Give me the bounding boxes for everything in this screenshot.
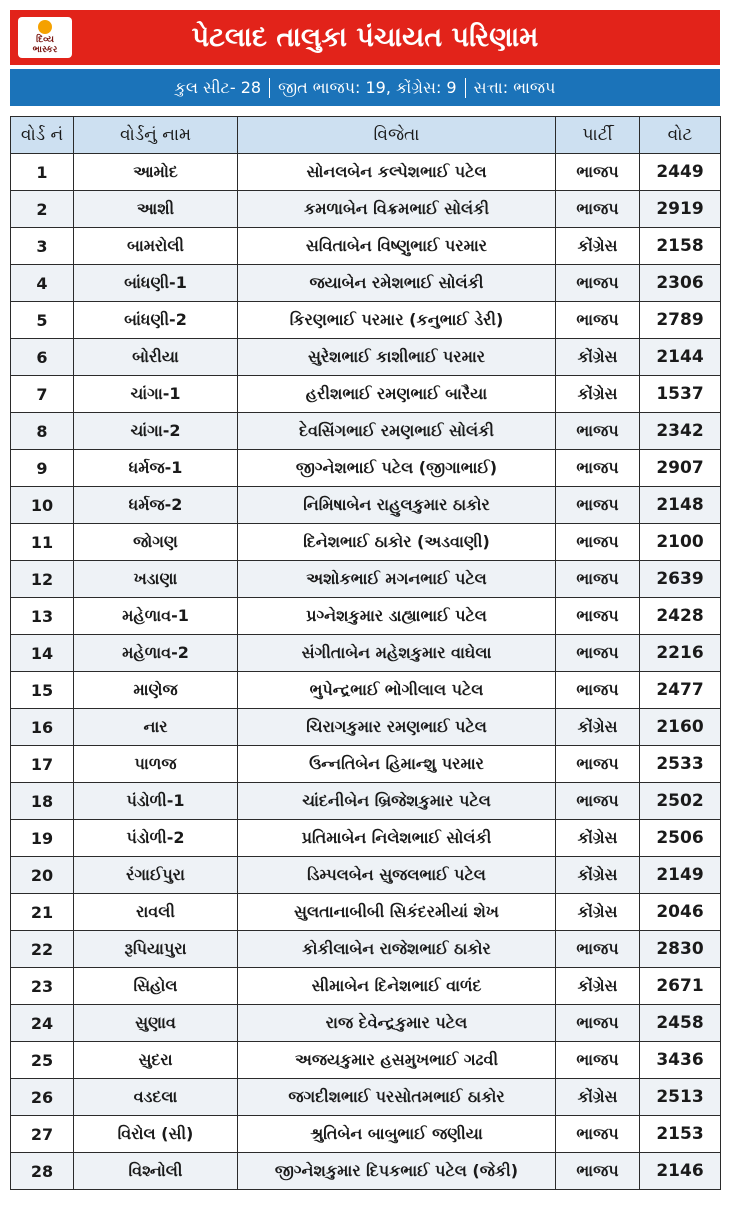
table-row <box>11 524 721 561</box>
table-row <box>11 746 721 783</box>
ward-no-cell: 18 <box>11 783 74 820</box>
table-row <box>11 376 721 413</box>
winner-cell: સુરેશભાઈ કાશીભાઈ પરમાર <box>238 339 556 376</box>
winner-cell: ડિમ્પલબેન સુજલભાઈ પટેલ <box>238 857 556 894</box>
table-row <box>11 302 721 339</box>
table-row <box>11 894 721 931</box>
col-winner: વિજેતા <box>238 117 556 154</box>
table-row <box>11 598 721 635</box>
ward-no-cell: 9 <box>11 450 74 487</box>
votes-cell: 2149 <box>640 857 721 894</box>
ward-name-cell: મહેળાવ-2 <box>74 635 238 672</box>
ward-name-cell: વિશ્નોલી <box>74 1153 238 1190</box>
ward-name-cell: સિહોલ <box>74 968 238 1005</box>
ward-name-cell: સુદરા <box>74 1042 238 1079</box>
winner-cell: હરીશભાઈ રમણભાઈ બારૈયા <box>238 376 556 413</box>
summary-bar <box>10 69 720 106</box>
winner-cell: અજયકુમાર હસમુખભાઈ ગઢવી <box>238 1042 556 1079</box>
results-table <box>10 116 721 1190</box>
winner-cell: જીગ્નેશભાઈ પટેલ (જીગાભાઈ) <box>238 450 556 487</box>
table-row <box>11 265 721 302</box>
party-cell: ભાજપ <box>556 561 640 598</box>
ward-name-cell: નાર <box>74 709 238 746</box>
summary-power: સત્તા: ભાજપ <box>473 77 556 97</box>
table-row <box>11 450 721 487</box>
table-row <box>11 339 721 376</box>
winner-cell: સંગીતાબેન મહેશકુમાર વાઘેલા <box>238 635 556 672</box>
votes-cell: 2449 <box>640 154 721 191</box>
col-ward-no: વોર્ડ નં <box>11 117 74 154</box>
votes-cell: 2919 <box>640 191 721 228</box>
title-banner <box>10 10 720 65</box>
winner-cell: ઉન્નતિબેન હિમાન્શુ પરમાર <box>238 746 556 783</box>
col-party: પાર્ટી <box>556 117 640 154</box>
table-header-row <box>11 117 721 154</box>
ward-no-cell: 26 <box>11 1079 74 1116</box>
party-cell: ભાજપ <box>556 746 640 783</box>
votes-cell: 2907 <box>640 450 721 487</box>
ward-name-cell: પાળજ <box>74 746 238 783</box>
votes-cell: 2342 <box>640 413 721 450</box>
table-row <box>11 561 721 598</box>
party-cell: ભાજપ <box>556 524 640 561</box>
page-title: પેટલાદ તાલુકા પંચાયત પરિણામ <box>191 21 539 53</box>
party-cell: કોંગ્રેસ <box>556 339 640 376</box>
ward-no-cell: 14 <box>11 635 74 672</box>
ward-no-cell: 22 <box>11 931 74 968</box>
ward-name-cell: ચાંગા-2 <box>74 413 238 450</box>
votes-cell: 2153 <box>640 1116 721 1153</box>
votes-cell: 2513 <box>640 1079 721 1116</box>
ward-name-cell: ચાંગા-1 <box>74 376 238 413</box>
summary-won: જીત ભાજપ: 19, કોંગ્રેસ: 9 <box>278 77 457 97</box>
table-row <box>11 228 721 265</box>
ward-no-cell: 16 <box>11 709 74 746</box>
votes-cell: 2148 <box>640 487 721 524</box>
winner-cell: રાજ દેવેન્દ્રકુમાર પટેલ <box>238 1005 556 1042</box>
winner-cell: જીગ્નેશકુમાર દિપકભાઈ પટેલ (જેકી) <box>238 1153 556 1190</box>
votes-cell: 2158 <box>640 228 721 265</box>
ward-name-cell: પંડોળી-1 <box>74 783 238 820</box>
party-cell: ભાજપ <box>556 783 640 820</box>
winner-cell: જયાબેન રમેશભાઈ સોલંકી <box>238 265 556 302</box>
party-cell: ભાજપ <box>556 487 640 524</box>
table-row <box>11 1116 721 1153</box>
winner-cell: અશોકભાઈ મગનભાઈ પટેલ <box>238 561 556 598</box>
table-row <box>11 413 721 450</box>
winner-cell: સીમાબેન દિનેશભાઈ વાળંદ <box>238 968 556 1005</box>
ward-name-cell: મહેળાવ-1 <box>74 598 238 635</box>
winner-cell: નિમિષાબેન રાહુલકુમાર ઠાકોર <box>238 487 556 524</box>
votes-cell: 2502 <box>640 783 721 820</box>
party-cell: કોંગ્રેસ <box>556 820 640 857</box>
ward-no-cell: 11 <box>11 524 74 561</box>
votes-cell: 2533 <box>640 746 721 783</box>
table-row <box>11 635 721 672</box>
summary-divider <box>465 78 466 98</box>
ward-name-cell: ધર્મજ-2 <box>74 487 238 524</box>
ward-no-cell: 3 <box>11 228 74 265</box>
party-cell: ભાજપ <box>556 672 640 709</box>
table-row <box>11 1153 721 1190</box>
ward-no-cell: 10 <box>11 487 74 524</box>
table-row <box>11 931 721 968</box>
table-row <box>11 1005 721 1042</box>
party-cell: ભાજપ <box>556 1153 640 1190</box>
winner-cell: દિનેશભાઈ ઠાકોર (અડવાણી) <box>238 524 556 561</box>
votes-cell: 2671 <box>640 968 721 1005</box>
ward-name-cell: ધર્મજ-1 <box>74 450 238 487</box>
ward-no-cell: 12 <box>11 561 74 598</box>
ward-no-cell: 4 <box>11 265 74 302</box>
party-cell: ભાજપ <box>556 1116 640 1153</box>
winner-cell: સોનલબેન કલ્પેશભાઈ પટેલ <box>238 154 556 191</box>
ward-name-cell: સુણાવ <box>74 1005 238 1042</box>
ward-name-cell: આશી <box>74 191 238 228</box>
winner-cell: ચાંદનીબેન બ્રિજેશકુમાર પટેલ <box>238 783 556 820</box>
votes-cell: 3436 <box>640 1042 721 1079</box>
ward-name-cell: વડદલા <box>74 1079 238 1116</box>
table-row <box>11 968 721 1005</box>
ward-name-cell: ખડાણા <box>74 561 238 598</box>
votes-cell: 2216 <box>640 635 721 672</box>
winner-cell: કોકીલાબેન રાજેશભાઈ ઠાકોર <box>238 931 556 968</box>
party-cell: ભાજપ <box>556 931 640 968</box>
winner-cell: સવિતાબેન વિષ્ણુભાઈ પરમાર <box>238 228 556 265</box>
logo-line-1: દિવ્ય <box>36 35 54 45</box>
party-cell: ભાજપ <box>556 191 640 228</box>
ward-name-cell: રંગાઈપુરા <box>74 857 238 894</box>
ward-no-cell: 17 <box>11 746 74 783</box>
summary-total: કુલ સીટ- 28 <box>174 77 262 97</box>
party-cell: ભાજપ <box>556 413 640 450</box>
ward-no-cell: 24 <box>11 1005 74 1042</box>
ward-no-cell: 20 <box>11 857 74 894</box>
table-row <box>11 191 721 228</box>
ward-no-cell: 27 <box>11 1116 74 1153</box>
table-row <box>11 672 721 709</box>
party-cell: ભાજપ <box>556 1005 640 1042</box>
party-cell: ભાજપ <box>556 154 640 191</box>
ward-name-cell: વિરોલ (સી) <box>74 1116 238 1153</box>
ward-name-cell: આમોદ <box>74 154 238 191</box>
party-cell: કોંગ્રેસ <box>556 709 640 746</box>
winner-cell: જગદીશભાઈ પરસોતમભાઈ ઠાકોર <box>238 1079 556 1116</box>
winner-cell: પ્રતિમાબેન નિલેશભાઈ સોલંકી <box>238 820 556 857</box>
party-cell: ભાજપ <box>556 302 640 339</box>
winner-cell: કિરણભાઈ પરમાર (કનુભાઈ ડેરી) <box>238 302 556 339</box>
ward-no-cell: 5 <box>11 302 74 339</box>
party-cell: કોંગ્રેસ <box>556 894 640 931</box>
party-cell: કોંગ્રેસ <box>556 857 640 894</box>
winner-cell: ભુપેન્દ્રભાઈ ભોગીલાલ પટેલ <box>238 672 556 709</box>
logo-line-2: ભાસ્કર <box>32 45 58 55</box>
votes-cell: 2789 <box>640 302 721 339</box>
col-ward-name: વોર્ડનું નામ <box>74 117 238 154</box>
party-cell: કોંગ્રેસ <box>556 1079 640 1116</box>
votes-cell: 2830 <box>640 931 721 968</box>
ward-no-cell: 7 <box>11 376 74 413</box>
col-votes: વોટ <box>640 117 721 154</box>
ward-name-cell: બાંધણી-1 <box>74 265 238 302</box>
sun-icon <box>38 20 52 34</box>
votes-cell: 2477 <box>640 672 721 709</box>
votes-cell: 1537 <box>640 376 721 413</box>
votes-cell: 2458 <box>640 1005 721 1042</box>
votes-cell: 2046 <box>640 894 721 931</box>
votes-cell: 2144 <box>640 339 721 376</box>
ward-name-cell: રાવલી <box>74 894 238 931</box>
table-row <box>11 1079 721 1116</box>
party-cell: ભાજપ <box>556 635 640 672</box>
ward-no-cell: 2 <box>11 191 74 228</box>
party-cell: ભાજપ <box>556 450 640 487</box>
ward-no-cell: 21 <box>11 894 74 931</box>
party-cell: કોંગ્રેસ <box>556 228 640 265</box>
ward-name-cell: બામરોલી <box>74 228 238 265</box>
table-row <box>11 487 721 524</box>
winner-cell: પ્રગ્નેશકુમાર ડાહ્યાભાઈ પટેલ <box>238 598 556 635</box>
ward-name-cell: બોરીયા <box>74 339 238 376</box>
ward-no-cell: 13 <box>11 598 74 635</box>
ward-no-cell: 28 <box>11 1153 74 1190</box>
ward-no-cell: 19 <box>11 820 74 857</box>
ward-name-cell: જોગણ <box>74 524 238 561</box>
ward-no-cell: 23 <box>11 968 74 1005</box>
divya-bhaskar-logo <box>18 17 72 58</box>
table-row <box>11 857 721 894</box>
votes-cell: 2146 <box>640 1153 721 1190</box>
winner-cell: દેવસિંગભાઈ રમણભાઈ સોલંકી <box>238 413 556 450</box>
ward-name-cell: બાંધણી-2 <box>74 302 238 339</box>
table-row <box>11 820 721 857</box>
party-cell: કોંગ્રેસ <box>556 376 640 413</box>
ward-name-cell: રૂપિયાપુરા <box>74 931 238 968</box>
table-row <box>11 154 721 191</box>
votes-cell: 2306 <box>640 265 721 302</box>
ward-no-cell: 8 <box>11 413 74 450</box>
winner-cell: શ્રુતિબેન બાબુભાઈ જણીયા <box>238 1116 556 1153</box>
ward-name-cell: માણેજ <box>74 672 238 709</box>
ward-no-cell: 6 <box>11 339 74 376</box>
votes-cell: 2506 <box>640 820 721 857</box>
winner-cell: સુલતાનાબીબી સિકંદરમીયાં શેખ <box>238 894 556 931</box>
ward-no-cell: 1 <box>11 154 74 191</box>
summary-divider <box>269 78 270 98</box>
party-cell: ભાજપ <box>556 1042 640 1079</box>
ward-no-cell: 25 <box>11 1042 74 1079</box>
votes-cell: 2100 <box>640 524 721 561</box>
table-row <box>11 783 721 820</box>
party-cell: ભાજપ <box>556 598 640 635</box>
winner-cell: કમળાબેન વિક્રમભાઈ સોલંકી <box>238 191 556 228</box>
party-cell: ભાજપ <box>556 265 640 302</box>
table-row <box>11 1042 721 1079</box>
votes-cell: 2428 <box>640 598 721 635</box>
winner-cell: ચિરાગકુમાર રમણભાઈ પટેલ <box>238 709 556 746</box>
table-row <box>11 709 721 746</box>
party-cell: કોંગ્રેસ <box>556 968 640 1005</box>
votes-cell: 2160 <box>640 709 721 746</box>
votes-cell: 2639 <box>640 561 721 598</box>
ward-no-cell: 15 <box>11 672 74 709</box>
ward-name-cell: પંડોળી-2 <box>74 820 238 857</box>
